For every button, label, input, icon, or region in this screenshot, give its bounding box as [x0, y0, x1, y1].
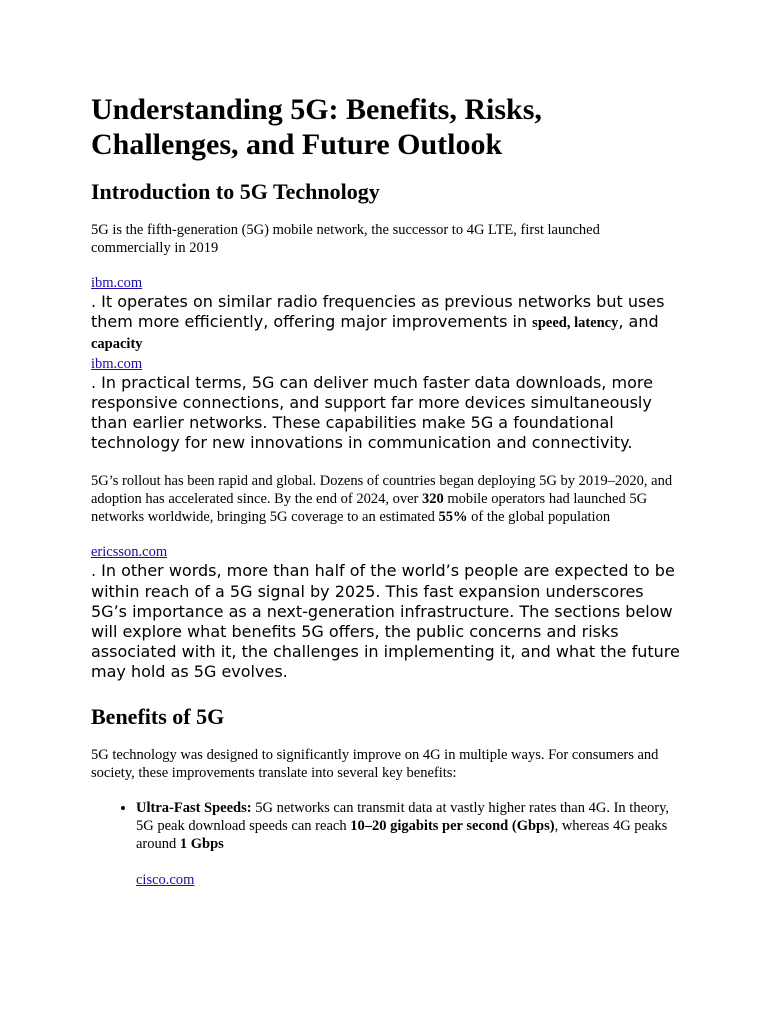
benefit-text-b: , whereas 4G peaks around [136, 817, 668, 852]
intro-paragraph-3: . In practical terms, 5G can deliver much faster data downloads, more responsive connections, and support far more devices simultaneously than earlier networks. These capabilities make 5G a foundational technology for new innovations in communication and connectivity. [91, 372, 653, 453]
intro-p4-text-a: 5G’s rollout has been rapid and global. Dozens of countries began deploying 5G by 2019–2020, and adoption has accelerated since. By the end of 2024, over [91, 473, 673, 508]
benefit-bold-5g-speed: 10–20 gigabits per second (Gbps) [350, 817, 555, 834]
intro-p4-text-b: mobile operators had launched 5G networks worldwide, bringing 5G coverage to an estimated [91, 491, 648, 526]
section-heading-introduction: Introduction to 5G Technology [91, 179, 380, 204]
bold-latency: latency [574, 315, 619, 332]
source-line-4 [136, 871, 681, 889]
source-line-3 [91, 543, 681, 561]
source-link-ericsson[interactable]: ericsson.com [91, 544, 168, 561]
bold-comma: , [566, 315, 575, 332]
benefit-label: Ultra-Fast Speeds: [136, 799, 252, 816]
source-link-ibm-1[interactable]: ibm.com [91, 275, 143, 291]
benefits-list [91, 799, 681, 889]
list-item [136, 799, 681, 889]
bold-speed: speed [532, 315, 567, 332]
benefits-intro-paragraph: 5G technology was designed to significantly improve on 4G in multiple ways. For consumers and society, these improvements translate into several key benefits: [91, 746, 659, 781]
intro-paragraph-2 [91, 292, 681, 355]
intro-p4-text-c: of the global population [467, 509, 611, 526]
document-body [91, 92, 681, 889]
bold-operator-count: 320 [421, 491, 444, 508]
source-link-ibm-2[interactable]: ibm.com [91, 355, 143, 372]
section-heading-benefits: Benefits of 5G [91, 703, 225, 729]
source-link-cisco[interactable]: cisco.com [136, 871, 195, 888]
intro-p2-and: , and [618, 312, 659, 332]
source-line-1 [91, 274, 681, 292]
intro-paragraph-1: 5G is the fifth-generation (5G) mobile network, the successor to 4G LTE, first launched commercially in 2019 [91, 222, 600, 256]
benefit-bold-4g-speed: 1 Gbps [179, 835, 224, 852]
benefit-text-a: 5G networks can transmit data at vastly higher rates than 4G. In theory, 5G peak download speeds can reach [136, 799, 670, 834]
intro-paragraph-4 [91, 472, 681, 526]
document-title: Understanding 5G: Benefits, Risks, Challenges, and Future Outlook [91, 93, 542, 161]
bold-coverage-percent: 55% [438, 509, 468, 526]
intro-paragraph-5: . In other words, more than half of the world’s people are expected to be within reach of a 5G signal by 2025. This fast expansion underscores 5G’s importance as a next-generation infrastructure. The sections below will explore what benefits 5G offers, the public concerns and risks associated with it, the challenges in implementing it, and what the future may hold as 5G evolves. [91, 561, 680, 682]
intro-p2-text: . It operates on similar radio frequencies as previous networks but uses them more efficiently, offering major improvements in [91, 292, 665, 332]
source-line-2 [91, 355, 681, 373]
bold-capacity: capacity [91, 336, 143, 353]
